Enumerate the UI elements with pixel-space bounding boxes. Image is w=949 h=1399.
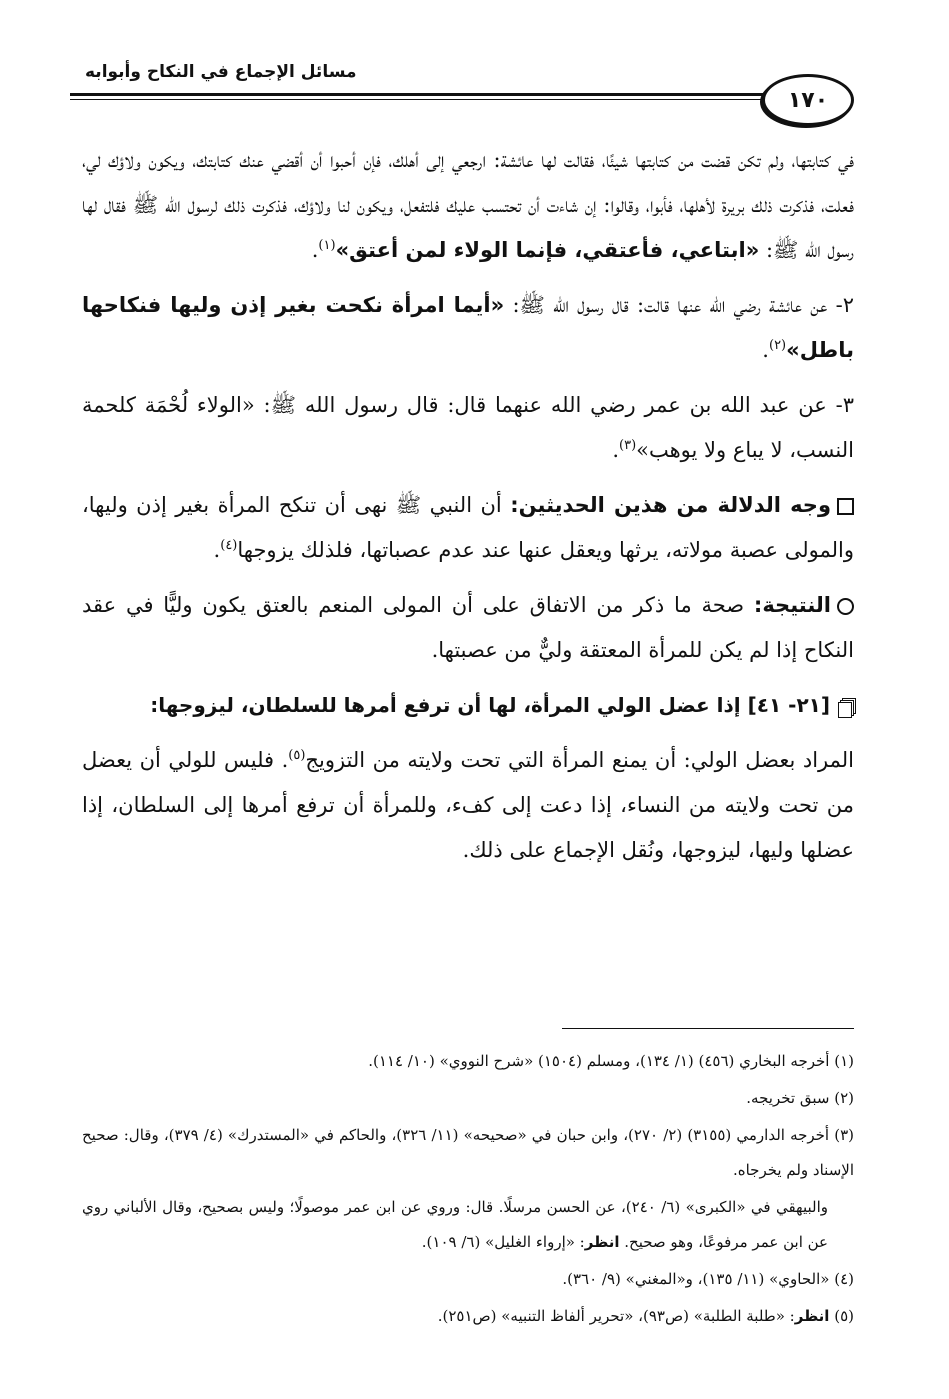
footnote-text: والبيهقي في «الكبرى» (٦/ ٢٤٠)، عن الحسن مرسلًا. قال: وروي عن ابن عمر موصولًا؛ وليس بصحيح، وقال الألباني روي عن ابن عمر مرفوعًا، وهو صحيح. [82, 1198, 828, 1251]
footnote-separator [562, 1028, 854, 1029]
hadith-quote: «أيما امرأة نكحت بغير إذن وليها فنكاحها باطل» [82, 293, 854, 362]
hadith-quote: «ابتاعي، فأعتقي، فإنما الولاء لمن أعتق» [335, 238, 760, 262]
paragraph-hadith-3 [82, 383, 854, 473]
header-rule [70, 93, 770, 96]
paragraph-hadith-continuation [82, 138, 854, 273]
circle-bullet-icon [837, 598, 854, 615]
footnote-5 [82, 1299, 854, 1334]
paragraph-definition [82, 738, 854, 873]
paragraph-end: . [311, 238, 319, 262]
page-number-oval [762, 74, 854, 126]
footnote-1: (١) أخرجه البخاري (٤٥٦) (١/ ١٣٤)، ومسلم (١٥٠٤) «شرح النووي» (١٠/ ١١٤). [368, 1052, 854, 1070]
stacked-pages-icon [838, 698, 854, 716]
footnote-ref-1: (١) [318, 238, 336, 253]
footnote-ref-4: (٤) [220, 538, 238, 553]
square-bullet-icon [837, 498, 854, 515]
paragraph-text: المراد بعضل الولي: أن يمنع المرأة التي تحت ولايته من التزويج [305, 748, 854, 772]
header-rule-thin [70, 99, 770, 100]
footnote-ref-2: (٢) [768, 338, 787, 353]
footnote-ref-5: (٥) [288, 748, 306, 763]
paragraph-text: ٢- عن عائشة رضي الله عنها قالت: قال رسول الله ﷺ: [504, 293, 854, 317]
page-number: ١٧٠ [787, 87, 829, 113]
footnote-see-label: انظر [584, 1233, 620, 1251]
section-heading-text: [٢١- ٤١] إذا عضل الولي المرأة، لها أن ترفع أمرها للسلطان، ليزوجها: [150, 693, 830, 717]
footnote-text: : «طلبة الطلبة» (ص٩٣)، «تحرير ألفاظ التنبيه» (ص٢٥١). [437, 1307, 795, 1325]
footnote-text: : «إرواء الغليل» (٦/ ١٠٩). [421, 1233, 585, 1251]
running-header [70, 52, 870, 132]
footnote-3-continued [82, 1190, 854, 1260]
evidence-label: وجه الدلالة من هذين الحديثين: [510, 493, 831, 517]
running-header-title: مسائل الإجماع في النكاح وأبوابه [85, 62, 357, 82]
paragraph-end: . [213, 538, 221, 562]
paragraph-evidence [82, 483, 854, 573]
paragraph-result [82, 583, 854, 673]
main-text [82, 138, 854, 883]
section-heading [82, 683, 854, 728]
footnotes [82, 1044, 854, 1336]
paragraph-end: . [762, 338, 769, 362]
footnote-number: (٥) [829, 1307, 854, 1325]
paragraph-end: . [612, 438, 619, 462]
paragraph-text: في كتابتها، ولم تكن قضت من كتابتها شيئًا، فقالت لها عائشة: ارجعي إلى أهلك، فإن أحبوا أن أقضي عنك كتابتك، ويكون ولاؤك لي، فعلت، فذكرت ذلك بريرة لأهلها، فأبوا، وقالوا: إن شاءت أن تحتسب عليك فلتفعل، ويكون لنا ولاؤك، فذكرت ذلك لرسول الله ﷺ فقال لها رسول الله ﷺ: [82, 148, 854, 262]
footnote-ref-3: (٣) [619, 438, 637, 453]
result-label: النتيجة: [753, 593, 831, 617]
footnote-4: (٤) «الحاوي» (١١/ ١٣٥)، و«المغني» (٩/ ٣٦٠). [562, 1270, 854, 1288]
paragraph-hadith-2 [82, 283, 854, 373]
paragraph-text: صحة ما ذكر من الاتفاق على أن المولى المنعم بالعتق يكون وليًّا في عقد النكاح إذا لم يكن للمرأة المعتقة وليٌّ من عصبتها. [82, 593, 854, 662]
footnote-3: (٣) أخرجه الدارمي (٣١٥٥) (٢/ ٢٧٠)، وابن حبان في «صحيحه» (١١/ ٣٢٦)، والحاكم في «المستدرك» (٤/ ٣٧٩)، وقال: صحيح الإسناد ولم يخرجاه. [82, 1126, 854, 1179]
footnote-see-label: انظر [794, 1307, 830, 1325]
footnote-2: (٢) سبق تخريجه. [746, 1089, 854, 1107]
paragraph-text: ٣- عن عبد الله بن عمر رضي الله عنهما قال: قال رسول الله ﷺ: «الولاء لُحْمَة كلحمة النسب، لا يباع ولا يوهب» [82, 393, 854, 462]
paragraph-text: . فليس للولي أن يعضل من تحت ولايته من النساء، إذا دعت إلى كفء، وللمرأة أن ترفع أمرها إلى السلطان، إذا عضلها وليها، ليزوجها، ونُقل الإجماع على ذلك. [82, 748, 854, 862]
paragraph-text: أن النبي ﷺ نهى أن تنكح المرأة بغير إذن وليها، والمولى عصبة مولاته، يرثها ويعقل عنها عند عدم عصباتها، فلذلك يزوجها [82, 493, 854, 562]
